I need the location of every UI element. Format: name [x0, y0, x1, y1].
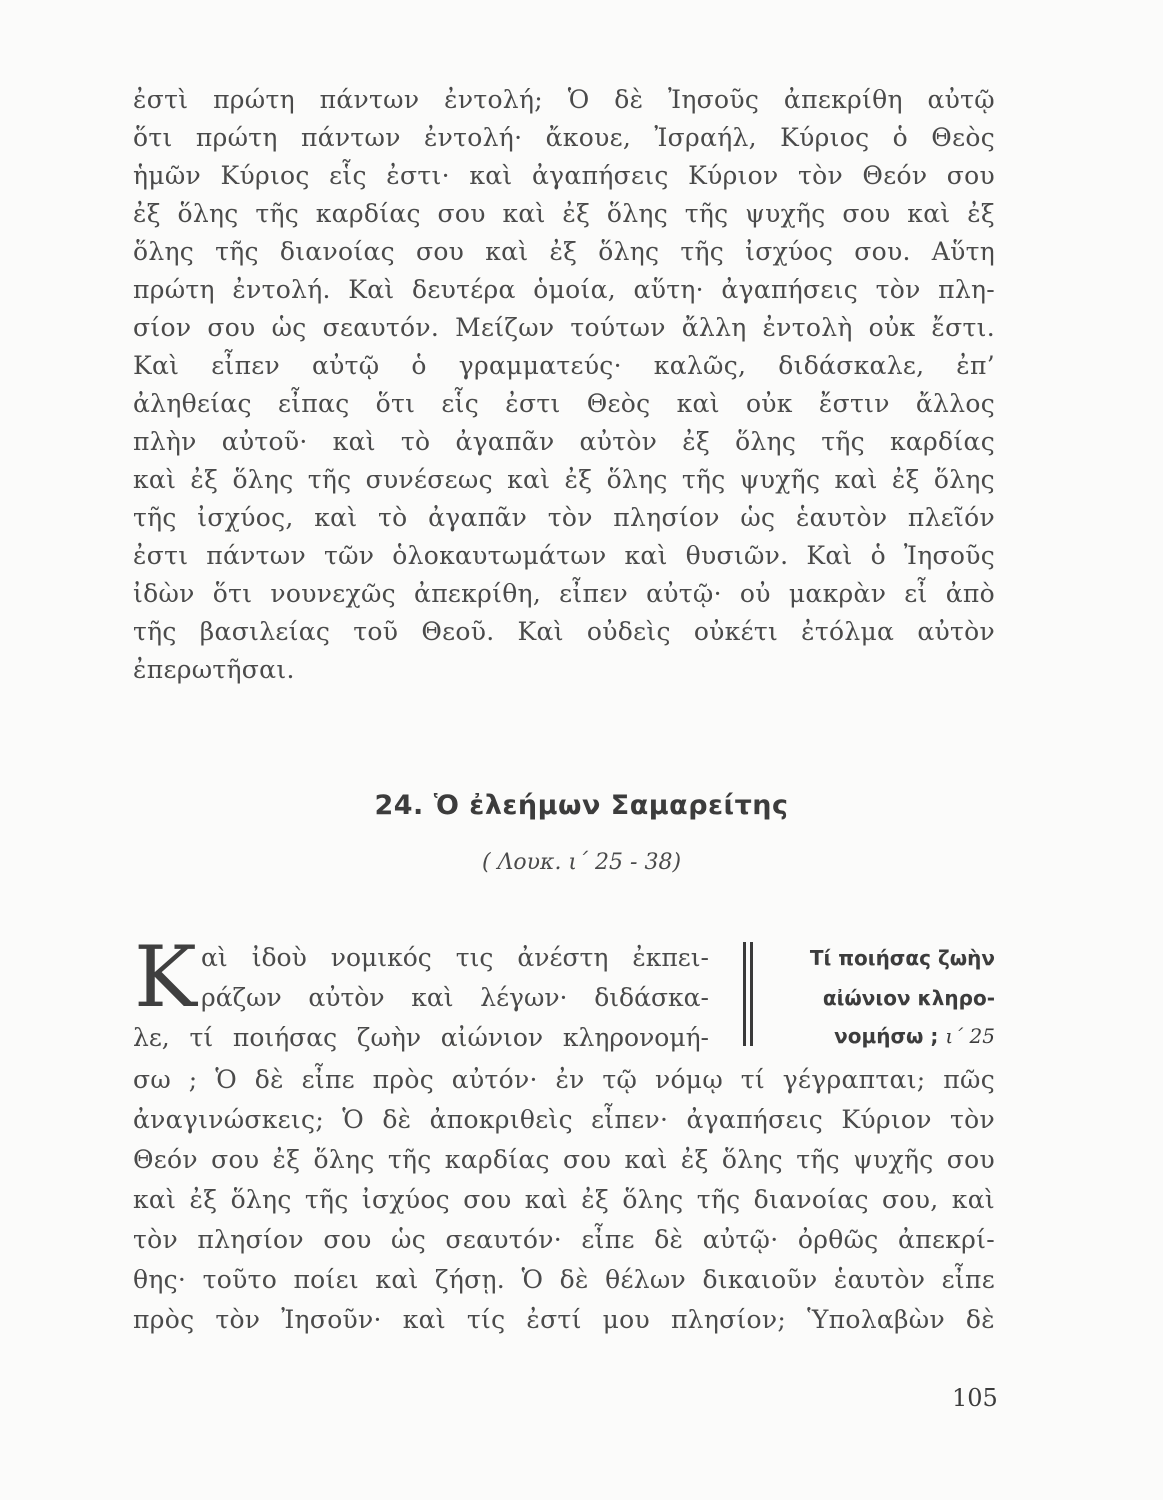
text-line: ἐπερωτῆσαι.: [133, 655, 295, 684]
page-number: 105: [952, 1384, 998, 1412]
text-line: τὸν πλησίον σου ὡς σεαυτόν· εἶπε δὲ αὐτῷ· ὀρθῶς ἀπεκρί-: [133, 1225, 995, 1254]
text-line: αὶ ἰδοὺ νομικός τις ἀνέστη ἐκπει-: [201, 943, 709, 972]
text-line: ὅλης τῆς διανοίας σου καὶ ἐξ ὅλης τῆς ἰσχύος σου. Αὕτη: [133, 237, 995, 266]
text-line: ἐστὶ πρώτη πάντων ἐντολή; Ὁ δὲ Ἰησοῦς ἀπεκρίθη αὐτῷ: [133, 85, 995, 114]
text-line: Θεόν σου ἐξ ὅλης τῆς καρδίας σου καὶ ἐξ ὅλης τῆς ψυχῆς σου: [133, 1145, 995, 1174]
margin-note-line: αἰώνιον κληρο-: [822, 986, 995, 1010]
text-line: καὶ ἐξ ὅλης τῆς συνέσεως καὶ ἐξ ὅλης τῆς ψυχῆς καὶ ἐξ ὅλης: [133, 465, 995, 494]
text-line: ράζων αὐτὸν καὶ λέγων· διδάσκα-: [201, 983, 709, 1012]
margin-rule: [743, 942, 746, 1046]
margin-note-reference: ι΄ 25: [945, 1024, 995, 1048]
text-line: ἐξ ὅλης τῆς καρδίας σου καὶ ἐξ ὅλης τῆς ψυχῆς σου καὶ ἐξ: [133, 199, 995, 228]
text-line: σίον σου ὡς σεαυτόν. Μείζων τούτων ἄλλη ἐντολὴ οὐκ ἔστι.: [133, 313, 995, 342]
text-line: πρὸς τὸν Ἰησοῦν· καὶ τίς ἐστί μου πλησίον; Ὑπολαβὼν δὲ: [133, 1305, 995, 1334]
drop-cap: Κ: [134, 928, 197, 1026]
text-line: ἡμῶν Κύριος εἷς ἐστι· καὶ ἀγαπήσεις Κύριον τὸν Θεόν σου: [133, 161, 995, 190]
section-title: 24. Ὁ ἐλεήμων Σαμαρείτης: [374, 790, 789, 821]
text-line: ἰδὼν ὅτι νουνεχῶς ἀπεκρίθη, εἶπεν αὐτῷ· οὐ μακρὰν εἶ ἀπὸ: [133, 579, 995, 608]
text-line: καὶ ἐξ ὅλης τῆς ἰσχύος σου καὶ ἐξ ὅλης τῆς διανοίας σου, καὶ: [133, 1185, 995, 1214]
text-line: Καὶ εἶπεν αὐτῷ ὁ γραμματεύς· καλῶς, διδάσκαλε, ἐπ’: [133, 351, 995, 380]
text-line: τῆς βασιλείας τοῦ Θεοῦ. Καὶ οὐδεὶς οὐκέτι ἐτόλμα αὐτὸν: [133, 617, 995, 646]
text-line: θης· τοῦτο ποίει καὶ ζήσῃ. Ὁ δὲ θέλων δικαιοῦν ἑαυτὸν εἶπε: [133, 1265, 995, 1294]
section-reference: ( Λουκ. ι΄ 25 - 38): [481, 850, 682, 875]
text-line: σω ; Ὁ δὲ εἶπε πρὸς αὐτόν· ἐν τῷ νόμῳ τί γέγραπται; πῶς: [133, 1065, 995, 1094]
text-line: ὅτι πρώτη πάντων ἐντολή· ἄκουε, Ἰσραήλ, Κύριος ὁ Θεὸς: [133, 123, 995, 152]
text-line: πλὴν αὐτοῦ· καὶ τὸ ἀγαπᾶν αὐτὸν ἐξ ὅλης τῆς καρδίας: [133, 427, 995, 456]
text-line: ἀναγινώσκεις; Ὁ δὲ ἀποκριθεὶς εἶπεν· ἀγαπήσεις Κύριον τὸν: [133, 1105, 995, 1134]
margin-note-line: [765, 1018, 995, 1054]
text-line: ἀληθείας εἶπας ὅτι εἷς ἐστι Θεὸς καὶ οὐκ ἔστιν ἄλλος: [133, 389, 995, 418]
text-line: τῆς ἰσχύος, καὶ τὸ ἀγαπᾶν τὸν πλησίον ὡς ἑαυτὸν πλεῖόν: [133, 503, 995, 532]
margin-note-text: νομήσω ;: [834, 1024, 939, 1048]
text-line: ἐστι πάντων τῶν ὁλοκαυτωμάτων καὶ θυσιῶν. Καὶ ὁ Ἰησοῦς: [133, 541, 995, 570]
margin-note-line: Τί ποιήσας ζωὴν: [809, 946, 995, 970]
text-line: πρώτη ἐντολή. Καὶ δευτέρα ὁμοία, αὕτη· ἀγαπήσεις τὸν πλη-: [133, 275, 995, 304]
margin-rule: [750, 942, 753, 1046]
text-line: λε, τί ποιήσας ζωὴν αἰώνιον κληρονομή-: [133, 1023, 709, 1052]
